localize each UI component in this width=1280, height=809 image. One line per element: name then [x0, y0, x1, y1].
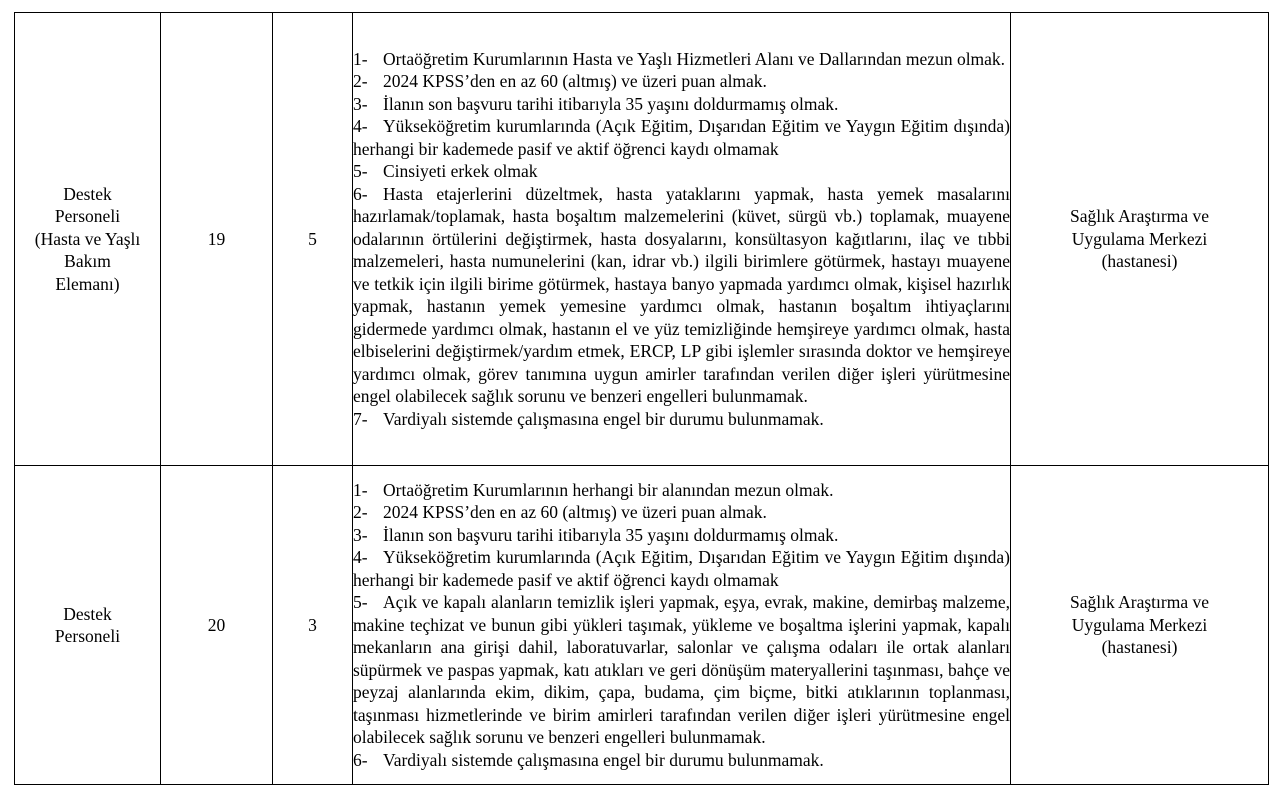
unit-line: Uygulama Merkezi: [1071, 614, 1208, 635]
requirement-text: İlanın son başvuru tarihi itibarıyla 35 yaşını doldurmamış olmak.: [383, 93, 839, 114]
requirement-item: [353, 115, 1010, 160]
requirement-number: 1-: [353, 48, 368, 69]
position-count-cell: [273, 466, 353, 785]
requirement-text: Vardiyalı sistemde çalışmasına engel bir durumu bulunmamak.: [383, 408, 824, 429]
unit-line: Uygulama Merkezi: [1071, 228, 1208, 249]
unit-cell: [1011, 13, 1269, 466]
position-code-cell: [161, 466, 273, 785]
requirement-number: 6-: [353, 749, 368, 770]
table-row: [15, 466, 1269, 785]
requirement-text: Yükseköğretim kurumlarında (Açık Eğitim, Dışarıdan Eğitim ve Yaygın Eğitim dışında) herhangi bir kademede pasif ve aktif öğrenci kaydı olmamak: [353, 547, 1010, 590]
position-code: 19: [207, 228, 226, 249]
requirement-item: [353, 183, 1010, 408]
requirement-number: 7-: [353, 408, 368, 429]
position-title-cell: [15, 466, 161, 785]
requirement-number: 4-: [353, 116, 368, 137]
requirement-item: [353, 70, 1010, 93]
requirement-text: Vardiyalı sistemde çalışmasına engel bir durumu bulunmamak.: [383, 749, 824, 770]
requirements-cell: [353, 13, 1011, 466]
unit-line: (hastanesi): [1101, 637, 1178, 658]
requirement-item: [353, 479, 1010, 502]
requirement-text: Ortaöğretim Kurumlarının Hasta ve Yaşlı Hizmetleri Alanı ve Dallarından mezun olmak.: [383, 48, 1006, 69]
requirement-text: Cinsiyeti erkek olmak: [383, 161, 538, 182]
requirement-number: 5-: [353, 161, 368, 182]
requirement-number: 3-: [353, 93, 368, 114]
table-row: [15, 13, 1269, 466]
position-title-line: Personeli: [54, 206, 121, 227]
requirement-number: 5-: [353, 592, 368, 613]
requirement-item: [353, 749, 1010, 772]
requirement-item: [353, 48, 1010, 71]
requirement-text: 2024 KPSS’den en az 60 (altmış) ve üzeri puan almak.: [383, 502, 767, 523]
requirement-number: 1-: [353, 479, 368, 500]
requirement-item: [353, 546, 1010, 591]
requirement-number: 6-: [353, 183, 368, 204]
requirement-item: [353, 591, 1010, 749]
requirements-cell: [353, 466, 1011, 785]
requirement-item: [353, 501, 1010, 524]
requirement-text: Yükseköğretim kurumlarında (Açık Eğitim, Dışarıdan Eğitim ve Yaygın Eğitim dışında) herhangi bir kademede pasif ve aktif öğrenci kaydı olmamak: [353, 116, 1010, 159]
position-title-line: Personeli: [54, 626, 121, 646]
position-title-line: Bakım: [64, 251, 111, 272]
position-count: 5: [308, 228, 317, 249]
requirement-number: 4-: [353, 547, 368, 568]
requirement-item: [353, 408, 1010, 431]
requirement-number: 3-: [353, 524, 368, 545]
position-title-line: Destek: [63, 603, 112, 624]
requirement-item: [353, 93, 1010, 116]
requirement-text: İlanın son başvuru tarihi itibarıyla 35 yaşını doldurmamış olmak.: [383, 524, 839, 545]
requirement-text: Açık ve kapalı alanların temizlik işleri yapmak, eşya, evrak, makine, demirbaş malzeme, makine teçhizat ve bunun gibi yükleri taşımak, yükleme ve boşaltma işlerini yapmak, kapalı mekanların ana girişi dahil, laboratuvarlar, salonlar ve çalışma odaları ile ortak alanları süpürmek ve paspas yapmak, katı atıkları ve geri dönüşüm materyallerini taşınması, bahçe ve peyzaj alanlarında ekim, dikim, çapa, budama, çim biçme, bitki atıklarının toplanması, taşınması hizmetlerinde ve birim amirleri tarafından verilen diğer işleri yürütmesine engel olabilecek sağlık sorunu ve benzeri engelleri bulunmamak.: [353, 592, 1010, 748]
requirement-item: [353, 160, 1010, 183]
position-count: 3: [308, 614, 317, 635]
position-code-cell: [161, 13, 273, 466]
unit-line: Sağlık Araştırma ve: [1069, 206, 1209, 227]
requirement-text: 2024 KPSS’den en az 60 (altmış) ve üzeri puan almak.: [383, 71, 767, 92]
requirement-item: [353, 524, 1010, 547]
position-title-line: Destek: [63, 183, 112, 204]
unit-line: Sağlık Araştırma ve: [1069, 592, 1209, 613]
position-code: 20: [207, 614, 226, 635]
position-requirements-table: [14, 12, 1269, 785]
position-title-line: (Hasta ve Yaşlı: [34, 228, 141, 249]
unit-cell: [1011, 466, 1269, 785]
position-title-cell: [15, 13, 161, 466]
requirement-number: 2-: [353, 71, 368, 92]
requirement-text: Hasta etajerlerini düzeltmek, hasta yataklarını yapmak, hasta yemek masalarını hazırlamak/toplamak, hasta boşaltım malzemelerini (küvet, sürgü vb.) toplamak, muayene odalarının örtülerini değiştirmek, hasta dosyalarını, konsültasyon kağıtlarını, ilaç ve tıbbi malzemeleri, hasta numunelerini (kan, idrar vb.) ilgili birimlere götürmek, hastayı muayene ve tetkik için ilgili birime götürmek, hastaya banyo yapmada yardımcı olmak, kişisel hazırlık yapmak, hastanın yemek yemesine yardımcı olmak, hastanın boşaltım ihtiyaçlarını gidermede yardımcı olmak, hastanın el ve yüz temizliğinde hemşireye yardımcı olmak, hasta elbiselerini değiştirmek/yardım etmek, ERCP, LP gibi işlemler sırasında doktor ve hemşireye yardımcı olmak, görev tanımına uygun amirler tarafından verilen diğer işleri yürütmesine engel olabilecek sağlık sorunu ve benzeri engelleri bulunmamak.: [353, 183, 1010, 407]
position-count-cell: [273, 13, 353, 466]
requirement-number: 2-: [353, 502, 368, 523]
position-title-line: Elemanı): [55, 273, 120, 294]
unit-line: (hastanesi): [1101, 251, 1178, 272]
requirement-text: Ortaöğretim Kurumlarının herhangi bir alanından mezun olmak.: [383, 479, 834, 500]
